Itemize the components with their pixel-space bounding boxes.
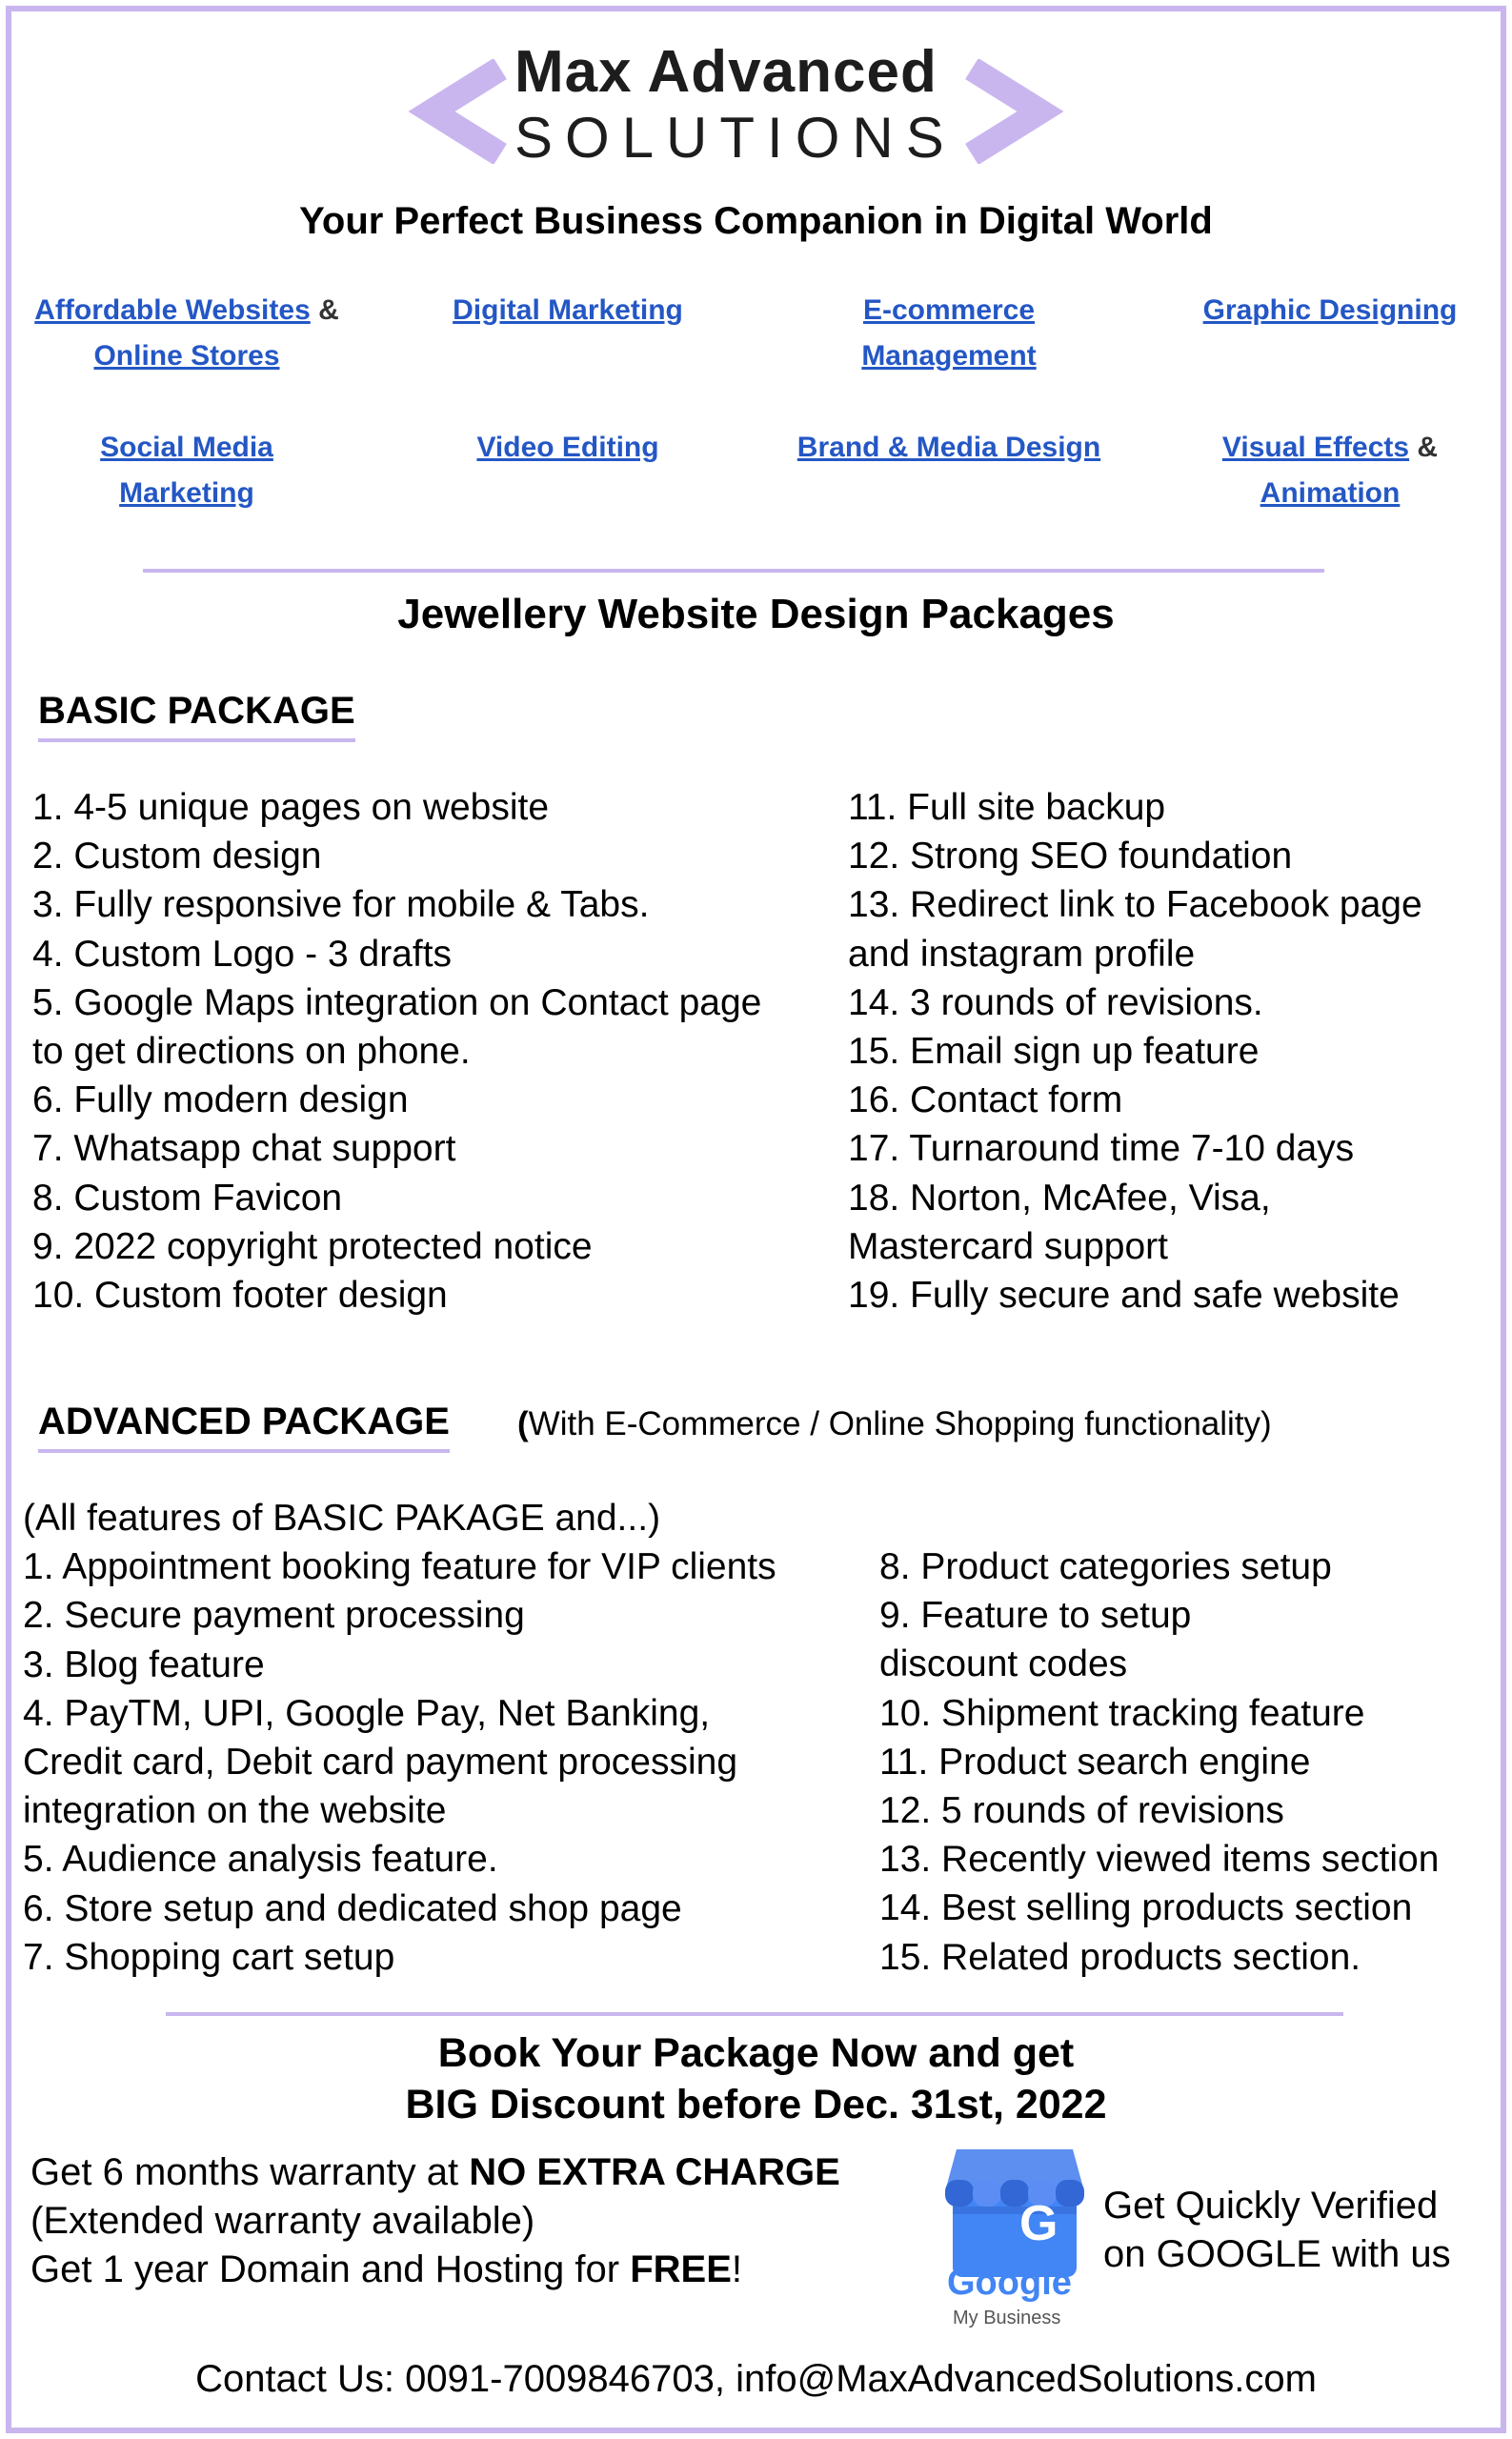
link-brand-media-design[interactable]: Brand & Media Design [796,432,1101,463]
google-wordmark [947,2264,1072,2302]
list-item: 7. Whatsapp chat support [32,1128,456,1170]
chevron-right-logo-icon [953,59,1067,164]
list-item: 16. Contact form [848,1079,1123,1121]
link-graphic-designing[interactable]: Graphic Designing [1202,294,1458,326]
verify-block [1103,2182,1451,2279]
warranty-pre: Get 6 months warranty at [30,2151,470,2193]
list-item: 6. Store setup and dedicated shop page [23,1887,682,1929]
link-social-media[interactable]: Social Media [100,432,273,463]
list-item: 14. Best selling products section [879,1887,1413,1929]
list-item: 4. PayTM, UPI, Google Pay, Net Banking, [23,1692,711,1734]
verify-line-1: Get Quickly Verified [1103,2185,1439,2227]
list-item: 4. Custom Logo - 3 drafts [32,933,453,975]
link-animation[interactable]: Animation [1260,477,1401,509]
list-item: 13. Redirect link to Facebook page [848,884,1422,926]
list-item: 14. 3 rounds of revisions. [848,981,1263,1023]
domain-line [30,2246,840,2294]
list-item: and instagram profile [848,933,1196,975]
list-item: (All features of BASIC PAKAGE and...) [23,1498,661,1539]
list-item: 6. Fully modern design [32,1079,409,1121]
domain-post: ! [731,2248,743,2290]
link-management[interactable]: Management [861,340,1037,372]
list-item: 2. Custom design [32,836,322,877]
service-digital-marketing [396,288,739,333]
google-my-business-icon [943,2144,1086,2334]
basic-package-title: BASIC PACKAGE [38,690,355,742]
basic-features-right [848,783,1422,1320]
google-wordmark-text: Google [947,2263,1072,2303]
list-item: 15. Email sign up feature [848,1031,1260,1073]
advanced-package-title: ADVANCED PACKAGE [38,1401,450,1453]
warranty-line [30,2148,840,2197]
gmb-letter: G [1019,2196,1058,2251]
note-paren: ( [517,1405,529,1442]
link-digital-marketing[interactable]: Digital Marketing [453,294,683,326]
divider-top [143,569,1324,573]
basic-features-left [32,783,761,1320]
service-video-editing [396,425,739,471]
divider-bottom [166,2012,1343,2016]
list-item: Credit card, Debit card payment processing [23,1742,738,1784]
list-item: 11. Full site backup [848,787,1166,828]
offer-line-2: BIG Discount before Dec. 31st, 2022 [405,2082,1107,2127]
domain-pre: Get 1 year Domain and Hosting for [30,2248,631,2290]
list-item: 5. Google Maps integration on Contact page [32,981,762,1023]
tagline: Your Perfect Business Companion in Digital World [299,200,1213,242]
ampersand: & [1409,432,1439,463]
link-ecommerce[interactable]: E-commerce [862,294,1036,326]
list-item: 15. Related products section. [879,1936,1361,1978]
list-item: 12. 5 rounds of revisions [879,1790,1284,1832]
list-item: 7. Shopping cart setup [23,1936,395,1978]
list-item: discount codes [879,1643,1128,1685]
my-business-text: My Business [953,2308,1061,2328]
ampersand: & [310,294,339,326]
list-item: 17. Turnaround time 7-10 days [848,1128,1355,1170]
link-visual-effects[interactable]: Visual Effects [1221,432,1410,463]
list-item: 1. Appointment booking feature for VIP clients [23,1546,776,1588]
verify-line-2: on GOOGLE with us [1103,2233,1451,2275]
link-affordable-websites[interactable]: Affordable Websites [34,294,311,326]
logo-subtitle: SOLUTIONS [514,106,957,170]
list-item: 10. Shipment tracking feature [879,1692,1365,1734]
advanced-package-note [517,1405,1272,1443]
list-item: 19. Fully secure and safe website [848,1275,1400,1317]
service-ecommerce-management [777,288,1120,379]
list-item: 12. Strong SEO foundation [848,836,1293,877]
warranty-extended: (Extended warranty available) [30,2200,535,2242]
list-item: 9. Feature to setup [879,1595,1192,1637]
domain-bold: FREE [630,2248,732,2290]
list-item: 10. Custom footer design [32,1275,448,1317]
list-item: Mastercard support [848,1225,1168,1267]
list-item: 1. 4-5 unique pages on website [32,787,550,828]
link-marketing[interactable]: Marketing [119,477,254,509]
service-affordable-websites [15,288,358,379]
list-item: 9. 2022 copyright protected notice [32,1225,593,1267]
offer-line-1: Book Your Package Now and get [437,2030,1075,2076]
warranty-bold: NO EXTRA CHARGE [469,2151,840,2193]
advanced-features-left [23,1494,776,1982]
list-item: 3. Blog feature [23,1643,265,1685]
list-item: 5. Audience analysis feature. [23,1839,498,1881]
list-item: 3. Fully responsive for mobile & Tabs. [32,884,650,926]
list-item: to get directions on phone. [32,1031,471,1073]
service-brand-media-design [777,425,1120,471]
service-graphic-designing [1159,288,1502,333]
chevron-left-logo-icon [405,59,519,164]
warranty-block [30,2148,840,2294]
link-online-stores[interactable]: Online Stores [93,340,280,372]
list-item: 18. Norton, McAfee, Visa, [848,1177,1271,1219]
list-item: 8. Custom Favicon [32,1177,343,1219]
contact-line: Contact Us: 0091-7009846703, info@MaxAdvancedSolutions.com [195,2358,1317,2400]
logo-title: Max Advanced [514,39,937,105]
note-text: With E-Commerce / Online Shopping functionality) [528,1405,1272,1442]
service-social-media-marketing [15,425,358,516]
list-item: 11. Product search engine [879,1741,1311,1783]
list-item: 2. Secure payment processing [23,1595,525,1637]
list-item: 13. Recently viewed items section [879,1839,1440,1881]
link-video-editing[interactable]: Video Editing [476,432,659,463]
page-heading: Jewellery Website Design Packages [397,591,1115,637]
service-visual-effects-animation [1159,425,1502,516]
list-item: integration on the website [23,1790,447,1832]
advanced-features-right [879,1542,1439,1982]
list-item: 8. Product categories setup [879,1546,1332,1587]
